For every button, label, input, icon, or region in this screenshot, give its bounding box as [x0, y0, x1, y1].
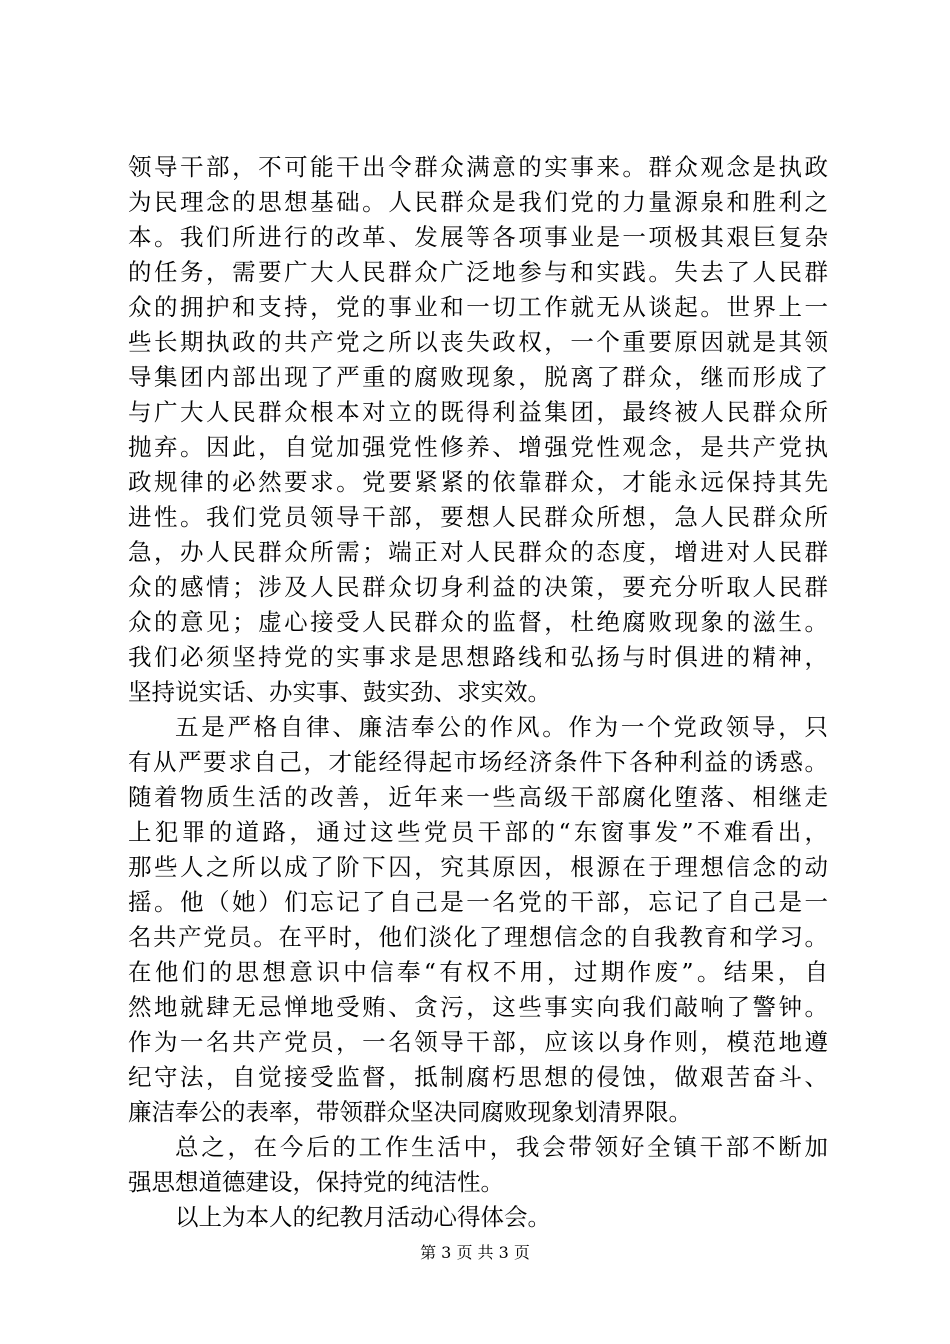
- body-line-24: 在他们的思想意识中信奉“有权不用，过期作废”。结果，自: [128, 958, 828, 986]
- body-line-12: 急，办人民群众所需；端正对人民群众的态度，增进对人民群: [128, 538, 828, 566]
- body-line-19: 随着物质生活的改善，近年来一些高级干部腐化堕落、相继走: [128, 783, 828, 811]
- body-line-10: 政规律的必然要求。党要紧紧的依靠群众，才能永远保持其先: [128, 468, 828, 496]
- body-line-1: 领导干部，不可能干出令群众满意的实事来。群众观念是执政: [128, 153, 828, 181]
- body-line-28: 廉洁奉公的表率，带领群众坚决同腐败现象划清界限。: [128, 1098, 692, 1126]
- body-line-20: 上犯罪的道路，通过这些党员干部的“东窗事发”不难看出，: [128, 818, 828, 846]
- paragraph-start-5: 五是严格自律、廉洁奉公的作风。作为一个党政领导，只: [175, 713, 828, 741]
- body-line-16: 坚持说实话、办实事、鼓实劲、求实效。: [128, 678, 551, 706]
- body-line-27: 纪守法，自觉接受监督，抵制腐朽思想的侵蚀，做艰苦奋斗、: [128, 1063, 828, 1091]
- body-line-3: 本。我们所进行的改革、发展等各项事业是一项极其艰巨复杂: [128, 223, 828, 251]
- body-line-5: 众的拥护和支持，党的事业和一切工作就无从谈起。世界上一: [128, 293, 828, 321]
- paragraph-start-summary: 总之，在今后的工作生活中，我会带领好全镇干部不断加: [175, 1133, 828, 1161]
- body-line-6: 些长期执政的共产党之所以丧失政权，一个重要原因就是其领: [128, 328, 828, 356]
- body-line-18: 有从严要求自己，才能经得起市场经济条件下各种利益的诱惑。: [128, 748, 828, 776]
- body-line-26: 作为一名共产党员，一名领导干部，应该以身作则，模范地遵: [128, 1028, 828, 1056]
- document-body: [128, 150, 828, 1235]
- body-line-11: 进性。我们党员领导干部，要想人民群众所想，急人民群众所: [128, 503, 828, 531]
- body-line-25: 然地就肆无忌惮地受贿、贪污，这些事实向我们敲响了警钟。: [128, 993, 828, 1021]
- body-line-13: 众的感情；涉及人民群众切身利益的决策，要充分听取人民群: [128, 573, 828, 601]
- body-line-7: 导集团内部出现了严重的腐败现象，脱离了群众，继而形成了: [128, 363, 828, 391]
- body-line-21: 那些人之所以成了阶下囚，究其原因，根源在于理想信念的动: [128, 853, 828, 881]
- page-number-footer: 第 3 页 共 3 页: [420, 1243, 530, 1262]
- body-line-4: 的任务，需要广大人民群众广泛地参与和实践。失去了人民群: [128, 258, 828, 286]
- body-line-9: 抛弃。因此，自觉加强党性修养、增强党性观念，是共产党执: [128, 433, 828, 461]
- body-line-8: 与广大人民群众根本对立的既得利益集团，最终被人民群众所: [128, 398, 828, 426]
- body-line-15: 我们必须坚持党的实事求是思想路线和弘扬与时俱进的精神，: [128, 643, 828, 671]
- body-line-23: 名共产党员。在平时，他们淡化了理想信念的自我教育和学习。: [128, 923, 828, 951]
- body-line-14: 众的意见；虚心接受人民群众的监督，杜绝腐败现象的滋生。: [128, 608, 828, 636]
- body-line-30: 强思想道德建设，保持党的纯洁性。: [128, 1168, 504, 1196]
- body-line-22: 摇。他（她）们忘记了自己是一名党的干部，忘记了自己是一: [128, 888, 828, 916]
- paragraph-closing: 以上为本人的纪教月活动心得体会。: [175, 1203, 551, 1231]
- body-line-2: 为民理念的思想基础。人民群众是我们党的力量源泉和胜利之: [128, 188, 828, 216]
